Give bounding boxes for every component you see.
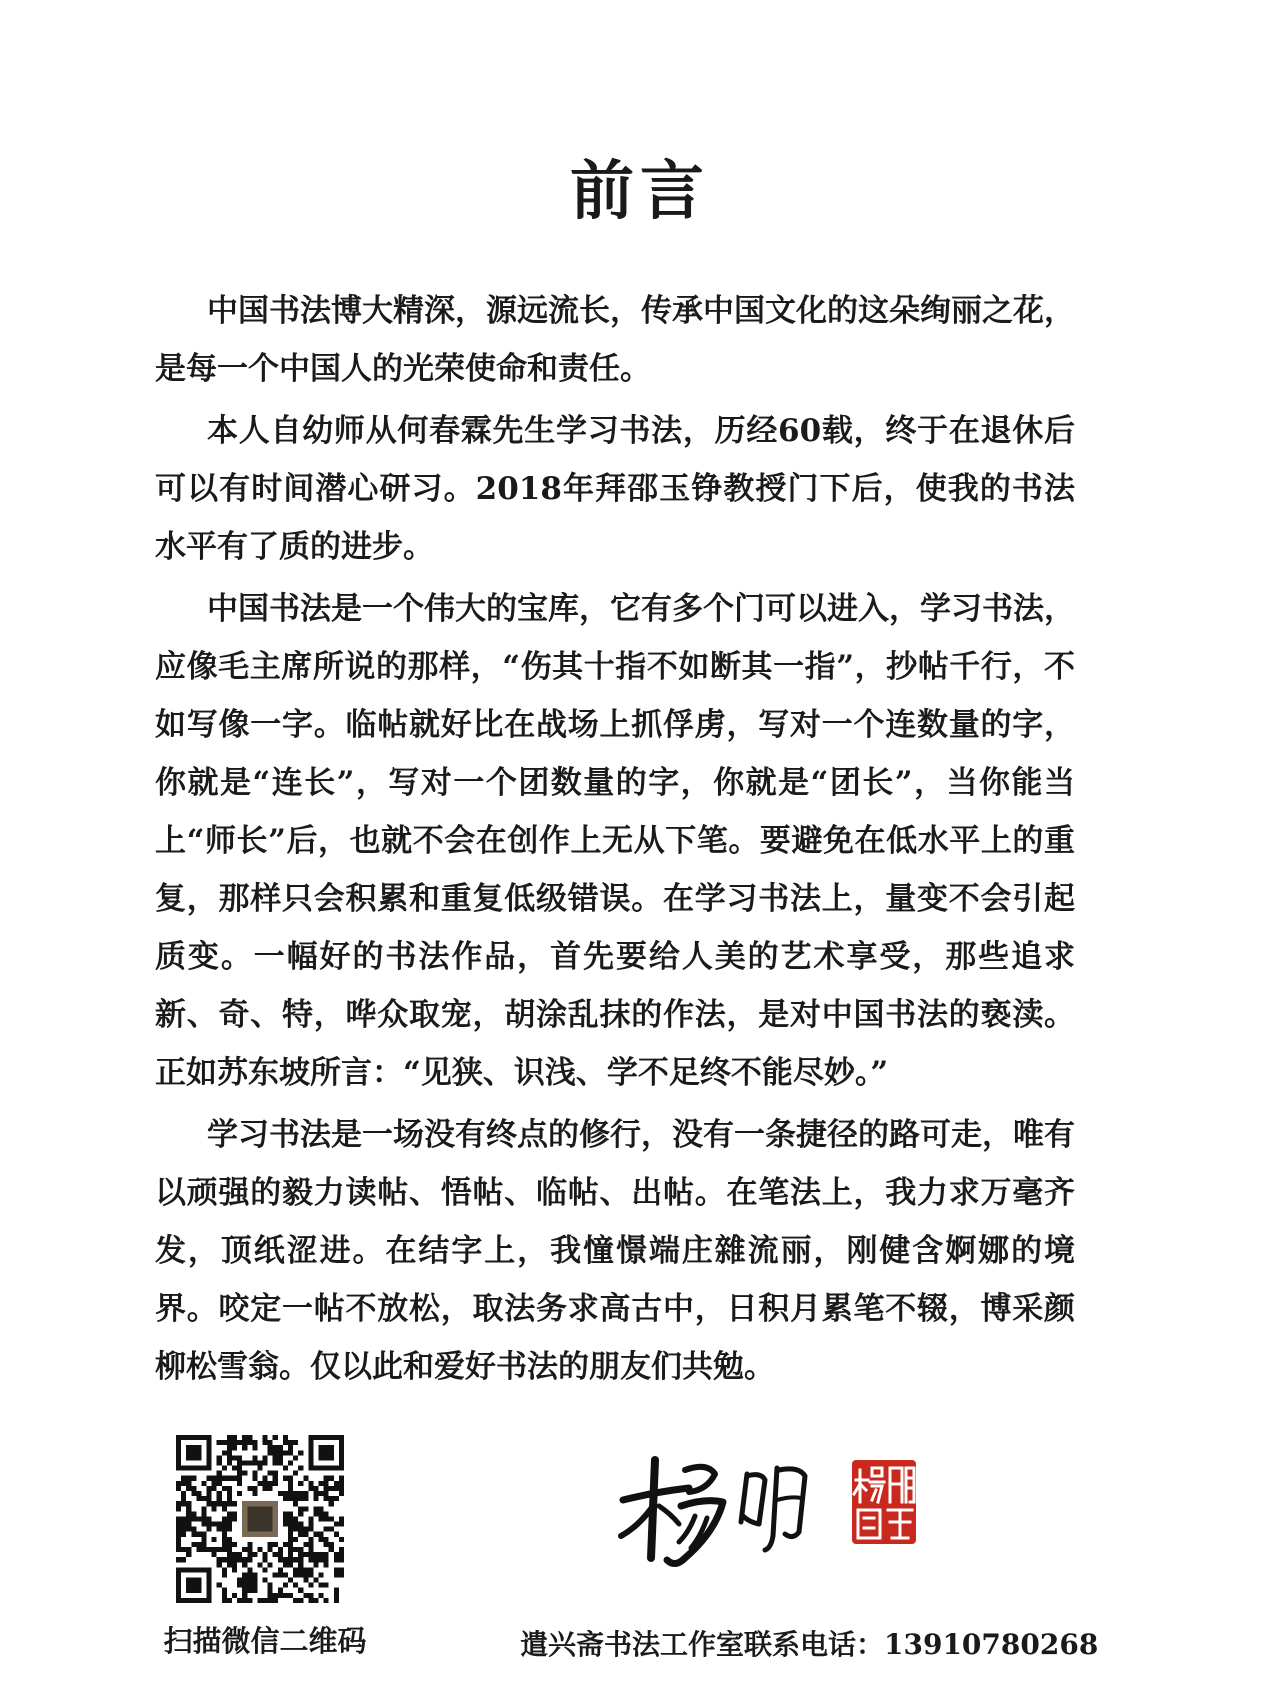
- signature: [615, 1440, 825, 1590]
- qr-caption: 扫描微信二维码: [163, 1624, 367, 1658]
- seal-stamp-icon: [850, 1458, 918, 1546]
- qr-finder-top-right: [308, 1435, 344, 1471]
- qr-code-graphic: [176, 1435, 344, 1603]
- paragraph-1: 中国书法博大精深，源远流长，传承中国文化的这朵绚丽之花，是每一个中国人的光荣使命和责任。: [155, 293, 1075, 387]
- page-title: 前言: [570, 154, 710, 229]
- preface-body: [155, 282, 1075, 1400]
- paragraph-2: 本人自幼师从何春霖先生学习书法，历经60载，终于在退休后可以有时间潜心研习。2018年拜邵玉铮教授门下后，使我的书法水平有了质的进步。: [155, 413, 1075, 565]
- wechat-qr-code: [176, 1435, 344, 1603]
- contact-phone: 遣兴斋书法工作室联系电话：13910780268: [520, 1628, 1099, 1661]
- handwritten-signature-icon: [615, 1440, 825, 1590]
- seal-stamp: [850, 1458, 918, 1546]
- qr-finder-top-left: [176, 1435, 212, 1471]
- paragraph-4: 学习书法是一场没有终点的修行，没有一条捷径的路可走，唯有以顽强的毅力读帖、悟帖、临帖、出帖。在笔法上，我力求万毫齐发，顶纸涩进。在结字上，我憧憬端庄雜流丽，刚健含婀娜的境界。咬定一帖不放松，取法务求高古中，日积月累笔不辍，博采颜柳松雪翁。仅以此和爱好书法的朋友们共勉。: [155, 1117, 1075, 1385]
- paragraph-3: 中国书法是一个伟大的宝库，它有多个门可以进入，学习书法，应像毛主席所说的那样，“伤其十指不如断其一指”，抄帖千行，不如写像一字。临帖就好比在战场上抓俘虏，写对一个连数量的字，你就是“连长”，写对一个团数量的字，你就是“团长”，当你能当上“师长”后，也就不会在创作上无从下笔。要避免在低水平上的重复，那样只会积累和重复低级错误。在学习书法上，量变不会引起质变。一幅好的书法作品，首先要给人美的艺术享受，那些追求新、奇、特，哗众取宠，胡涂乱抹的作法，是对中国书法的亵渎。正如苏东坡所言：“见狭、识浅、学不足终不能尽妙。”: [155, 591, 1075, 1091]
- qr-finder-bottom-left: [176, 1567, 212, 1603]
